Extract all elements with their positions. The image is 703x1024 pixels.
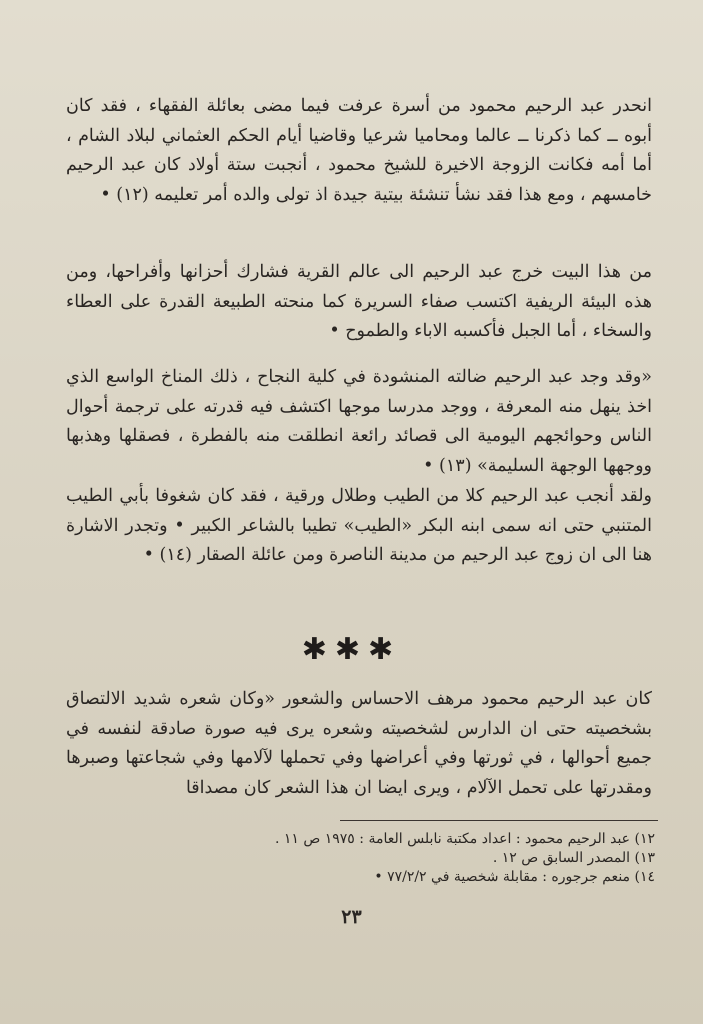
paragraph-children: ولقد أنجب عبد الرحيم كلا من الطيب وطلال ورقية ، فقد كان شغوفا بأبي الطيب المتنبي حتى انه سمى ابنه البكر «الطيب» تطيبا بالشاعر الكبير • وتجدر الاشارة هنا الى ان زوج عبد الرحيم من مدينة الناصرة ومن عائلة الصقار (١٤) • [66,486,652,565]
paragraph-najah-college: «وقد وجد عبد الرحيم ضالته المنشودة في كلية النجاح ، ذلك المناخ الواسع الذي اخذ ينهل منه المعرفة ، ووجد مدرسا موجها اكتشف فيه قدرته على ترجمة أحوال الناس وحوائجهم اليومية الى قصائد رائعة انطلقت منه بالفطرة ، فصقلها وهذبها ووجهها الوجهة السليمة» (١٣) • [66,367,652,476]
footnote-13: ١٣) المصدر السابق ص ١٢ . [492,850,655,866]
footnote-divider [340,820,658,821]
paragraph-family-origin: انحدر عبد الرحيم محمود من أسرة عرفت فيما مضى بعائلة الفقهاء ، فقد كان أبوه ــ كما ذكرنا ــ عالما ومحاميا شرعيا وقاضيا أيام الحكم العثماني لبلاد الشام ، أما أمه فكانت الزوجة الاخيرة للشيخ محمود ، أنجبت ستة أولاد كان عبد الرحيم خامسهم ، ومع هذا فقد نشأ تنشئة بيتية جيدة اذ تولى والده أمر تعليمه (١٢) • [66,96,652,205]
paragraph-village-life: من هذا البيت خرج عبد الرحيم الى عالم القرية فشارك أحزانها وأفراحها، ومن هذه البيئة الريفية اكتسب صفاء السريرة كما منحته الطبيعة القدرة على العطاء والسخاء ، أما الجبل فأكسبه الاباء والطموح • [66,262,652,341]
footnote-14: ١٤) منعم جرجوره : مقابلة شخصية في ٧٧/٢/٢ • [374,869,655,885]
paragraph-poetry-character: كان عبد الرحيم محمود مرهف الاحساس والشعور «وكان شعره شديد الالتصاق بشخصيته حتى ان الدارس لشخصيته وشعره يرى فيه صورة صادقة لنفسه في جميع أحوالها ، في ثورتها وفي أعراضها وفي تحملها لآلامها وفي شجاعتها وصبرها ومقدرتها على تحمل الآلام ، ويرى ايضا ان هذا الشعر كان مصداقا [66,689,652,798]
page-number: ٢٣ [341,906,362,928]
section-separator: ✱✱✱ [301,632,402,667]
footnote-12: ١٢) عبد الرحيم محمود : اعداد مكتبة نابلس العامة : ١٩٧٥ ص ١١ . [274,831,655,847]
footnotes [55,830,655,887]
